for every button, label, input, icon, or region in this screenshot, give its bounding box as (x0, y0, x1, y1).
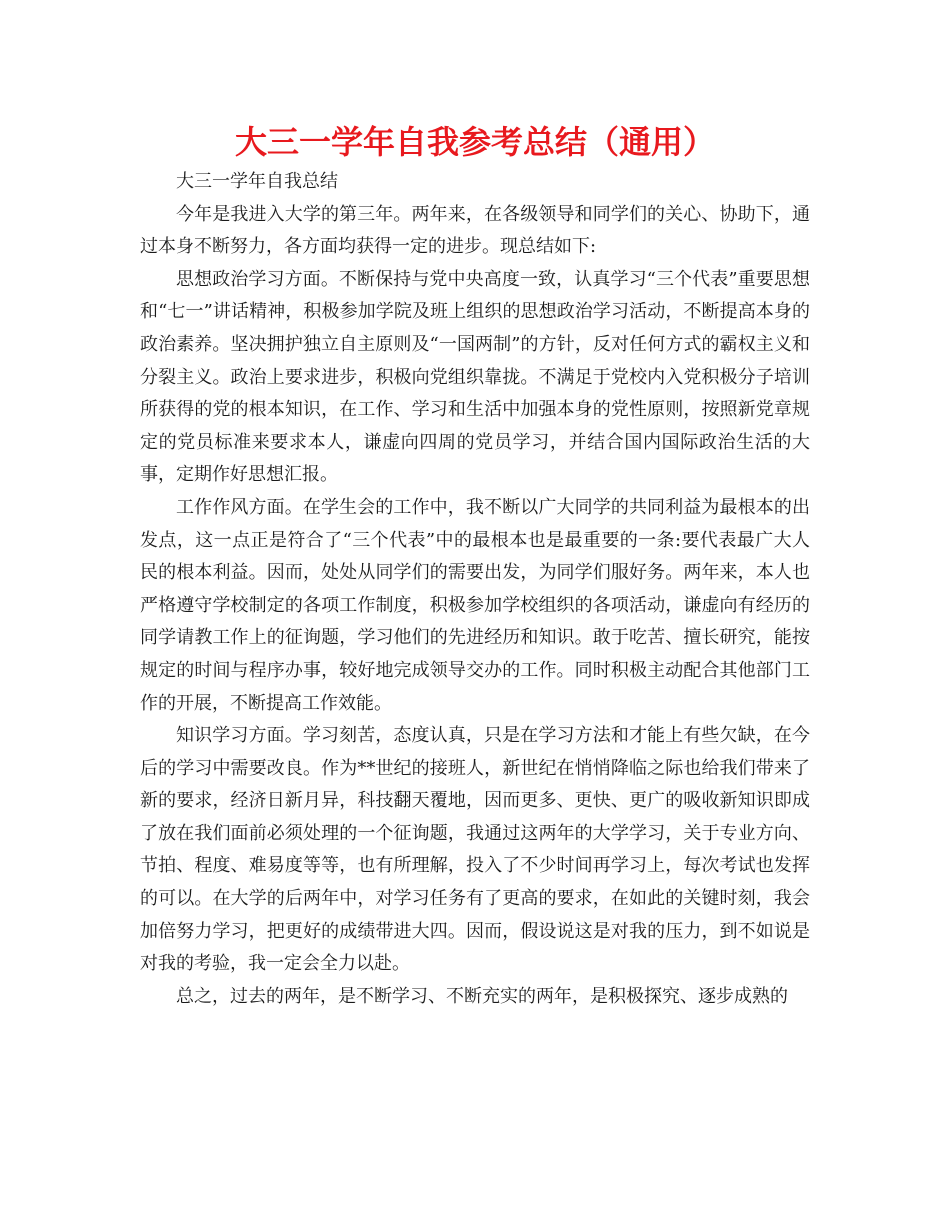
paragraph-conclusion: 总之，过去的两年，是不断学习、不断充实的两年，是积极探究、逐步成熟的 (176, 985, 788, 1007)
paragraph-work-style: 工作作风方面。在学生会的工作中，我不断以广大同学的共同利益为最根本的出发点，这一点正是符合了“三个代表”中的最根本也是最重要的一条:要代表最广大人民的根本利益。因而，处处从同学们的需要出发，为同学们服好务。两年来，本人也严格遵守学校制定的各项工作制度，积极参加学校组织的各项活动，谦虚向有经历的同学请教工作上的征询题，学习他们的先进经历和知识。敢于吃苦、擅长研究，能按规定的时间与程序办事，较好地完成领导交办的工作。同时积极主动配合其他部门工作的开展，不断提高工作效能。 (140, 496, 810, 714)
paragraph-political-study: 思想政治学习方面。不断保持与党中央高度一致，认真学习“三个代表”重要思想和“七一”讲话精神，积极参加学院及班上组织的思想政治学习活动，不断提高本身的政治素养。坚决拥护独立自主原则及“一国两制”的方针，反对任何方式的霸权主义和分裂主义。政治上要求进步，积极向党组织靠拢。不满足于党校内入党积极分子培训所获得的党的根本知识，在工作、学习和生活中加强本身的党性原则，按照新党章规定的党员标准来要求本人，谦虚向四周的党员学习，并结合国内国际政治生活的大事，定期作好思想汇报。 (140, 268, 810, 486)
paragraph-knowledge-study: 知识学习方面。学习刻苦，态度认真，只是在学习方法和才能上有些欠缺，在今后的学习中需要改良。作为**世纪的接班人，新世纪在悄悄降临之际也给我们带来了新的要求，经济日新月异，科技翻天覆地，因而更多、更快、更广的吸收新知识即成了放在我们面前必须处理的一个征询题，我通过这两年的大学学习，关于专业方向、节拍、程度、难易度等等，也有所理解，投入了不少时间再学习上，每次考试也发挥的可以。在大学的后两年中，对学习任务有了更高的要求，在如此的关键时刻，我会加倍努力学习，把更好的成绩带进大四。因而，假设说这是对我的压力，到不如说是对我的考验，我一定会全力以赴。 (140, 725, 810, 975)
paragraph-intro: 今年是我进入大学的第三年。两年来，在各级领导和同学们的关心、协助下，通过本身不断努力，各方面均获得一定的进步。现总结如下: (140, 203, 810, 258)
paragraph-subtitle: 大三一学年自我总结 (176, 171, 338, 192)
document-title: 大三一学年自我参考总结（通用） (234, 123, 715, 161)
document-body (140, 166, 810, 1013)
